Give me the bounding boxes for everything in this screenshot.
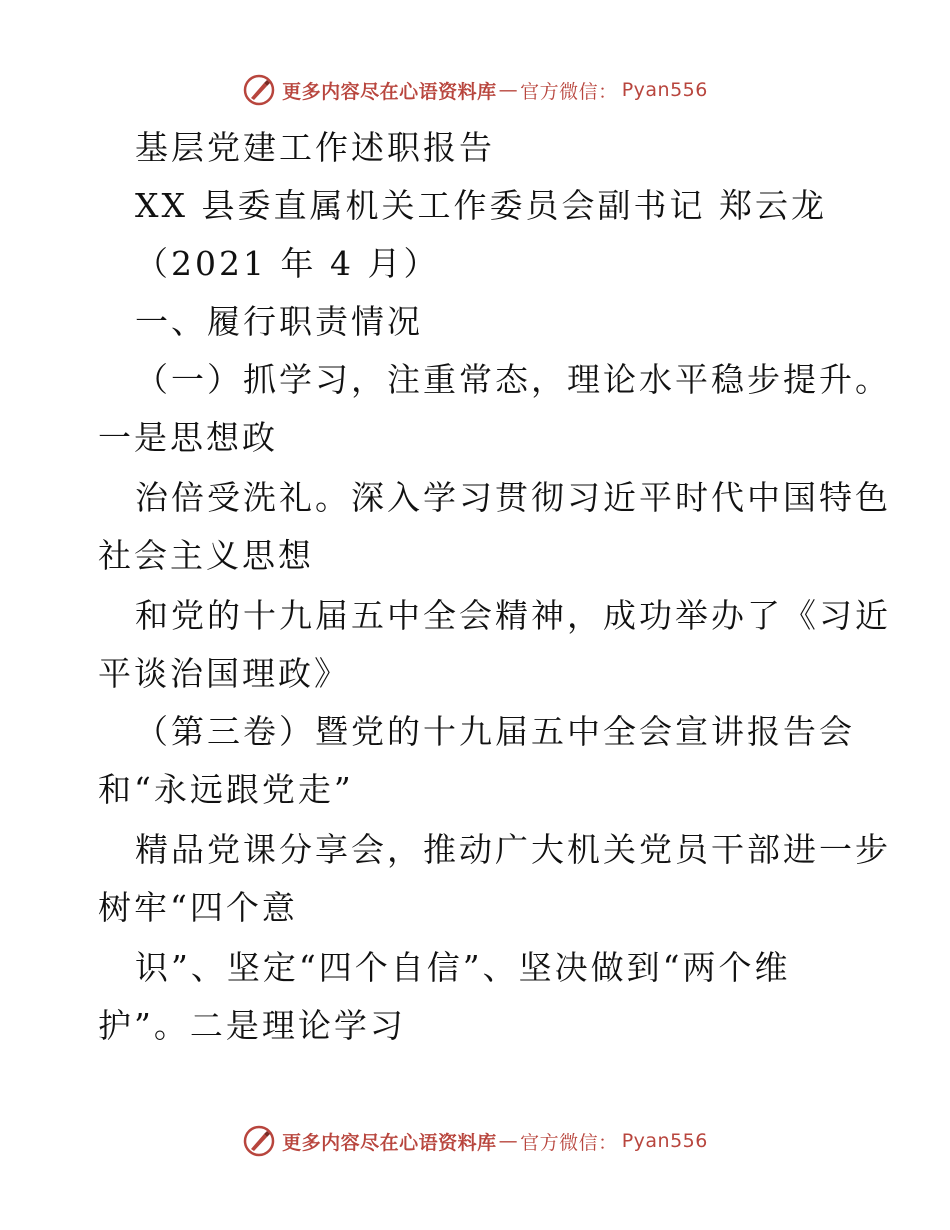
paragraph-line: 社会主义思想 xyxy=(98,536,314,575)
paragraph-line: 和“永远跟党走” xyxy=(98,770,354,809)
paragraph-line: 识”、坚定“四个自信”、坚决做到“两个维 xyxy=(135,948,791,987)
footer-watermark xyxy=(0,1124,950,1158)
paragraph-line: （第三卷）暨党的十九届五中全会宣讲报告会 xyxy=(135,712,855,751)
pen-seal-icon xyxy=(242,1124,276,1158)
watermark-brand: 更多内容尽在心语资料库 xyxy=(282,1131,497,1154)
section-heading: 一、履行职责情况 xyxy=(135,302,423,341)
watermark-brand: 更多内容尽在心语资料库 xyxy=(282,80,497,103)
paragraph-line: 治倍受洗礼。深入学习贯彻习近平时代中国特色 xyxy=(135,478,891,517)
watermark-separator: — xyxy=(498,79,519,101)
paragraph-line: 平谈治国理政》 xyxy=(98,654,350,693)
watermark-label: 官方微信： xyxy=(520,1131,618,1154)
paragraph-line: 树牢“四个意 xyxy=(98,888,298,927)
document-author: XX 县委直属机关工作委员会副书记 郑云龙 xyxy=(135,186,827,225)
watermark-separator: — xyxy=(498,1130,519,1152)
paragraph-line: 护”。二是理论学习 xyxy=(98,1006,406,1045)
document-date: （2021 年 4 月） xyxy=(135,244,440,283)
pen-seal-icon xyxy=(242,73,276,107)
watermark-label: 官方微信： xyxy=(520,80,618,103)
document-title: 基层党建工作述职报告 xyxy=(135,128,495,167)
watermark-id: Pyan556 xyxy=(621,1130,708,1152)
paragraph-line: 一是思想政 xyxy=(98,418,278,457)
paragraph-line: 精品党课分享会，推动广大机关党员干部进一步 xyxy=(135,830,891,869)
paragraph-line: 和党的十九届五中全会精神，成功举办了《习近 xyxy=(135,596,891,635)
watermark-id: Pyan556 xyxy=(621,79,708,101)
paragraph-line: （一）抓学习，注重常态，理论水平稳步提升。 xyxy=(135,360,891,399)
header-watermark xyxy=(0,73,950,107)
